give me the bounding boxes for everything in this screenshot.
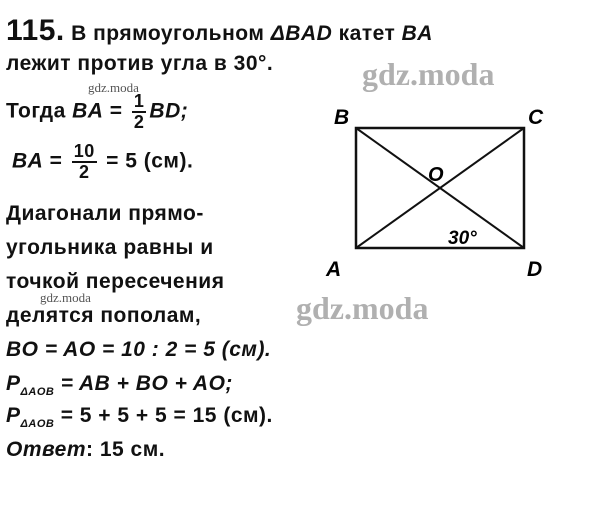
watermark-middle: gdz.moda: [296, 290, 429, 326]
perimeter-symbol: P: [6, 372, 21, 395]
problem-number: 115.: [6, 14, 65, 47]
answer-label: Ответ: [6, 438, 87, 461]
line9-text: BO = AO = 10 : 2 = 5 (см).: [6, 338, 272, 361]
line3-prefix: Тогда: [6, 99, 73, 123]
watermark-top: gdz.moda: [362, 56, 495, 92]
triangle-name: ΔBAD: [270, 22, 333, 45]
perimeter-subscript: ΔAOB: [20, 386, 55, 399]
line2-text: лежит против угла в 30°.: [6, 52, 274, 75]
vertex-label-d: D: [527, 258, 543, 281]
line8-text: делятся пополам,: [6, 304, 202, 327]
watermark-small-top: gdz.moda: [88, 80, 139, 95]
angle-label: 30°: [448, 228, 477, 249]
line7-text: точкой пересечения: [6, 270, 225, 293]
watermark-small-middle: gdz.moda: [40, 290, 91, 305]
vertex-label-b: B: [334, 106, 350, 129]
fraction-denominator: 2: [133, 112, 145, 132]
line1-text2: катет: [332, 22, 402, 45]
line3-rhs: BD;: [149, 99, 189, 123]
line4-rhs: = 5 (см).: [99, 149, 194, 173]
line1-text: В прямоугольном: [71, 22, 271, 45]
perimeter-symbol: P: [6, 404, 21, 427]
center-label-o: O: [428, 164, 444, 186]
vertex-label-c: C: [528, 106, 544, 129]
perimeter-subscript: ΔAOB: [20, 418, 55, 431]
vertex-label-a: A: [326, 258, 342, 281]
line11-text: = 5 + 5 + 5 = 15 (см).: [54, 404, 273, 427]
line5-text: Диагонали прямо-: [6, 202, 204, 225]
line3-eq: =: [103, 99, 129, 123]
segment-ba: BA: [401, 22, 433, 45]
fraction-numerator: 1: [133, 91, 145, 111]
line3-lhs: BA: [72, 99, 104, 123]
fraction-numerator: 10: [73, 141, 95, 161]
line10-text: = AB + BO + AO;: [54, 372, 233, 395]
answer-text: : 15 см.: [86, 438, 166, 461]
line6-text: угольника равны и: [6, 236, 214, 259]
line4-eq: =: [43, 149, 69, 173]
fraction-denominator: 2: [79, 162, 90, 182]
line4-lhs: BA: [12, 149, 44, 173]
